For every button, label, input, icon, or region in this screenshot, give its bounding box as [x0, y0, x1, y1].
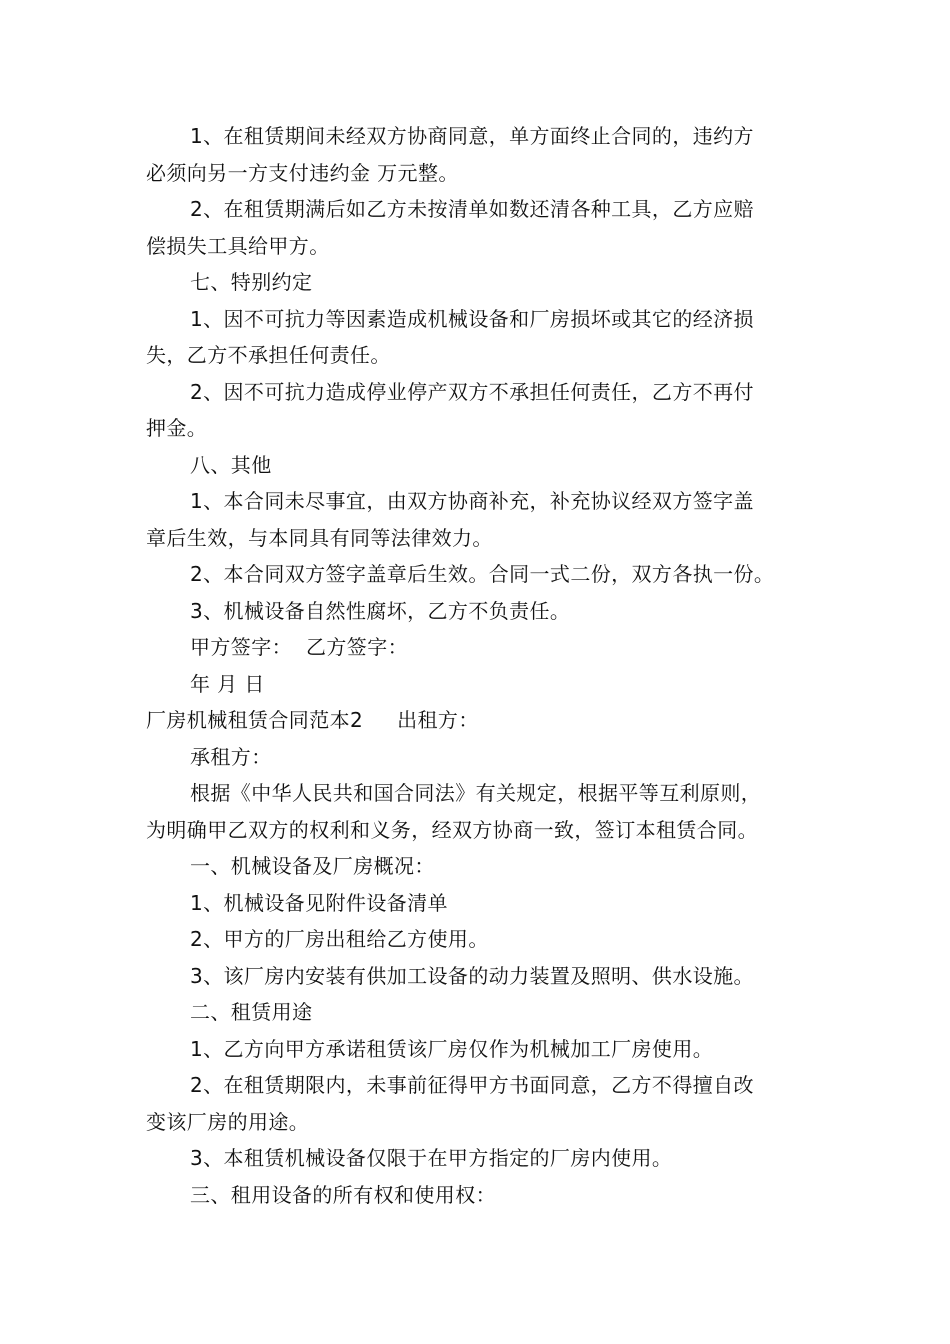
- section-2-heading-line: [146, 702, 818, 739]
- paragraph-line: 七、特别约定: [190, 270, 313, 294]
- paragraph-line: 2、在租赁期满后如乙方未按清单如数还清各种工具，乙方应赔: [190, 197, 754, 221]
- paragraph-line: 3、机械设备自然性腐坏，乙方不负责任。: [190, 598, 571, 623]
- paragraph-line: 偿损失工具给甲方。: [146, 233, 330, 258]
- paragraph-line: 三、租用设备的所有权和使用权：: [190, 1182, 496, 1207]
- paragraph-line: 为明确甲乙双方的权利和义务，经双方协商一致，签订本租赁合同。: [146, 817, 758, 842]
- document-body: [146, 118, 818, 1213]
- paragraph-line: 2、本合同双方签字盖章后生效。合同一式二份，双方各执一份。: [190, 562, 775, 586]
- paragraph-line: 3、本租赁机械设备仅限于在甲方指定的厂房内使用。: [190, 1146, 673, 1170]
- paragraph-line: 变该厂房的用途。: [146, 1109, 310, 1134]
- paragraph-line: 根据《中华人民共和国合同法》有关规定，根据平等互利原则，: [190, 781, 762, 805]
- paragraph-line: 2、甲方的厂房出租给乙方使用。: [190, 927, 489, 951]
- party-b-signature-label: 乙方签字：: [306, 635, 408, 659]
- contract-part-1: [146, 118, 818, 629]
- paragraph-line: 八、其他: [190, 452, 272, 477]
- lessor-label: 出租方：: [397, 708, 479, 732]
- party-a-signature-label: 甲方签字：: [190, 635, 292, 659]
- paragraph-line: 1、在租赁期间未经双方协商同意，单方面终止合同的，违约方: [190, 124, 754, 148]
- paragraph-line: 失，乙方不承担任何责任。: [146, 343, 391, 367]
- paragraph-line: 2、在租赁期限内，未事前征得甲方书面同意，乙方不得擅自改: [190, 1073, 754, 1097]
- section-2-title: 厂房机械租赁合同范本2: [146, 708, 364, 732]
- paragraph-line: 1、因不可抗力等因素造成机械设备和厂房损坏或其它的经济损: [190, 306, 754, 331]
- date-line: 年 月 日: [190, 671, 265, 696]
- paragraph-line: 押金。: [146, 416, 208, 440]
- paragraph-line: 承租方：: [190, 744, 272, 769]
- paragraph-line: 1、机械设备见附件设备清单: [190, 890, 448, 915]
- signature-line: [146, 629, 818, 666]
- paragraph-line: 1、乙方向甲方承诺租赁该厂房仅作为机械加工厂房使用。: [190, 1036, 714, 1061]
- paragraph-line: 3、该厂房内安装有供加工设备的动力装置及照明、供水设施。: [190, 963, 754, 988]
- paragraph-line: 2、因不可抗力造成停业停产双方不承担任何责任，乙方不再付: [190, 379, 754, 404]
- paragraph-line: 一、机械设备及厂房概况：: [190, 854, 435, 878]
- paragraph-line: 章后生效，与本同具有同等法律效力。: [146, 525, 493, 550]
- paragraph-line: 二、租赁用途: [190, 1000, 313, 1024]
- paragraph-line: 1、本合同未尽事宜，由双方协商补充，补充协议经双方签字盖: [190, 489, 754, 513]
- contract-part-2: [146, 739, 818, 1214]
- paragraph-line: 必须向另一方支付违约金 万元整。: [146, 160, 459, 185]
